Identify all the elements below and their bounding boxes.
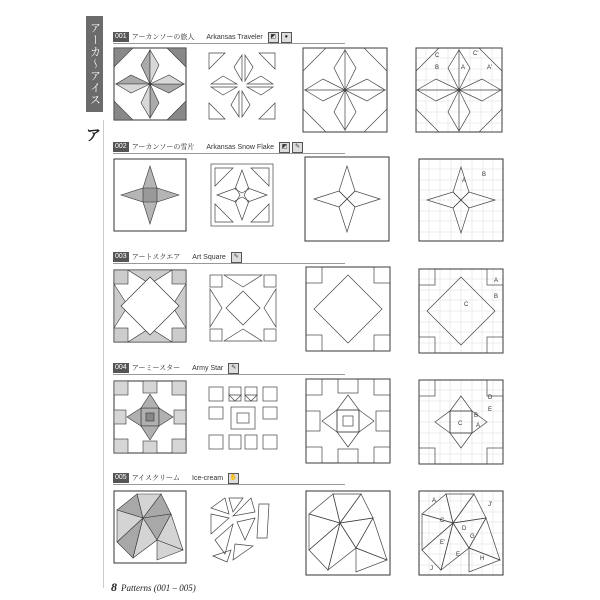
pattern-name-jp: アートスクエア	[131, 253, 181, 261]
block-outline	[305, 378, 391, 464]
header-rule	[113, 484, 345, 485]
pen-icon: ✎	[292, 142, 303, 153]
block-exploded	[207, 51, 277, 121]
header-rule	[113, 43, 345, 44]
piece-label: D	[488, 395, 493, 401]
piece-label: D	[462, 526, 467, 532]
piece-label: J	[430, 566, 433, 572]
block-shaded	[113, 158, 187, 232]
piece-label: E'	[440, 540, 446, 546]
block-outline	[304, 156, 390, 242]
block-shaded	[113, 490, 187, 564]
pattern-name-en: Ice-cream	[192, 474, 224, 482]
pattern-number: 005	[115, 474, 127, 481]
pattern-number: 003	[115, 253, 127, 260]
piece-label: G	[470, 534, 475, 540]
block-exploded	[208, 273, 278, 343]
pen-icon: ✎	[228, 363, 239, 374]
piece-label: B	[494, 294, 499, 300]
piece-label: C	[464, 302, 469, 308]
piece-label: C	[458, 421, 463, 427]
swatch-icon: ◩	[279, 142, 290, 153]
hand-icon: ✋	[228, 473, 239, 484]
piece-label: B	[435, 65, 440, 71]
pattern-name-jp: アーカンソーの雪片	[131, 143, 195, 151]
pattern-name-en: Art Square	[192, 253, 226, 261]
page-footer	[111, 580, 196, 595]
swatch-icon: ◩	[268, 32, 279, 43]
pattern-header-001	[113, 31, 294, 43]
block-outline	[305, 490, 391, 576]
piece-label: A	[432, 498, 437, 504]
piece-label: A	[476, 423, 481, 429]
block-grid-diagram	[418, 268, 504, 354]
pattern-number: 002	[115, 143, 127, 150]
block-shaded	[113, 269, 187, 343]
pattern-name-jp: アーカンソーの旅人	[131, 33, 195, 41]
block-outline	[305, 266, 391, 352]
piece-label: B	[474, 413, 479, 419]
pattern-name-jp: アーミースター	[131, 364, 181, 372]
piece-label: E	[488, 407, 493, 413]
block-exploded	[207, 385, 279, 453]
piece-label: B	[482, 172, 487, 178]
header-rule	[113, 374, 345, 375]
block-grid-diagram	[415, 47, 503, 133]
spine-line	[103, 120, 104, 588]
piece-label: C	[435, 53, 440, 59]
pattern-header-004	[113, 362, 241, 374]
piece-label: A	[462, 178, 467, 184]
block-exploded	[207, 160, 277, 230]
block-grid-diagram	[418, 158, 504, 242]
pen-icon: ✎	[231, 252, 242, 263]
piece-label: C'	[473, 51, 479, 57]
circle-icon: ●	[281, 32, 292, 43]
block-outline	[302, 47, 388, 133]
piece-label: A	[494, 278, 499, 284]
piece-label: A	[461, 65, 466, 71]
footer-text: Patterns (001 – 005)	[121, 583, 196, 593]
block-shaded	[113, 47, 187, 121]
block-exploded	[207, 494, 277, 564]
piece-label: A'	[487, 65, 493, 71]
header-rule	[113, 153, 345, 154]
pattern-name-jp: アイスクリーム	[131, 474, 180, 482]
pattern-header-002	[113, 141, 305, 153]
page-number: 8	[111, 580, 117, 594]
block-shaded	[113, 380, 187, 454]
piece-label: J'	[488, 502, 493, 508]
piece-label: C	[440, 518, 445, 524]
piece-label: H	[480, 556, 485, 562]
section-tab[interactable]: アーカ〜アイス	[86, 16, 103, 112]
pattern-number: 001	[115, 33, 127, 40]
header-rule	[113, 263, 345, 264]
pattern-name-en: Arkansas Snow Flake	[206, 143, 275, 151]
pattern-header-005	[113, 472, 241, 484]
section-kana: ア	[86, 126, 102, 144]
block-grid-diagram	[418, 490, 504, 576]
pattern-header-003	[113, 251, 244, 263]
piece-label: E	[456, 552, 461, 558]
block-grid-diagram	[418, 379, 504, 465]
pattern-name-en: Arkansas Traveler	[206, 33, 263, 41]
pattern-name-en: Army Star	[192, 364, 224, 372]
pattern-number: 004	[115, 364, 127, 371]
